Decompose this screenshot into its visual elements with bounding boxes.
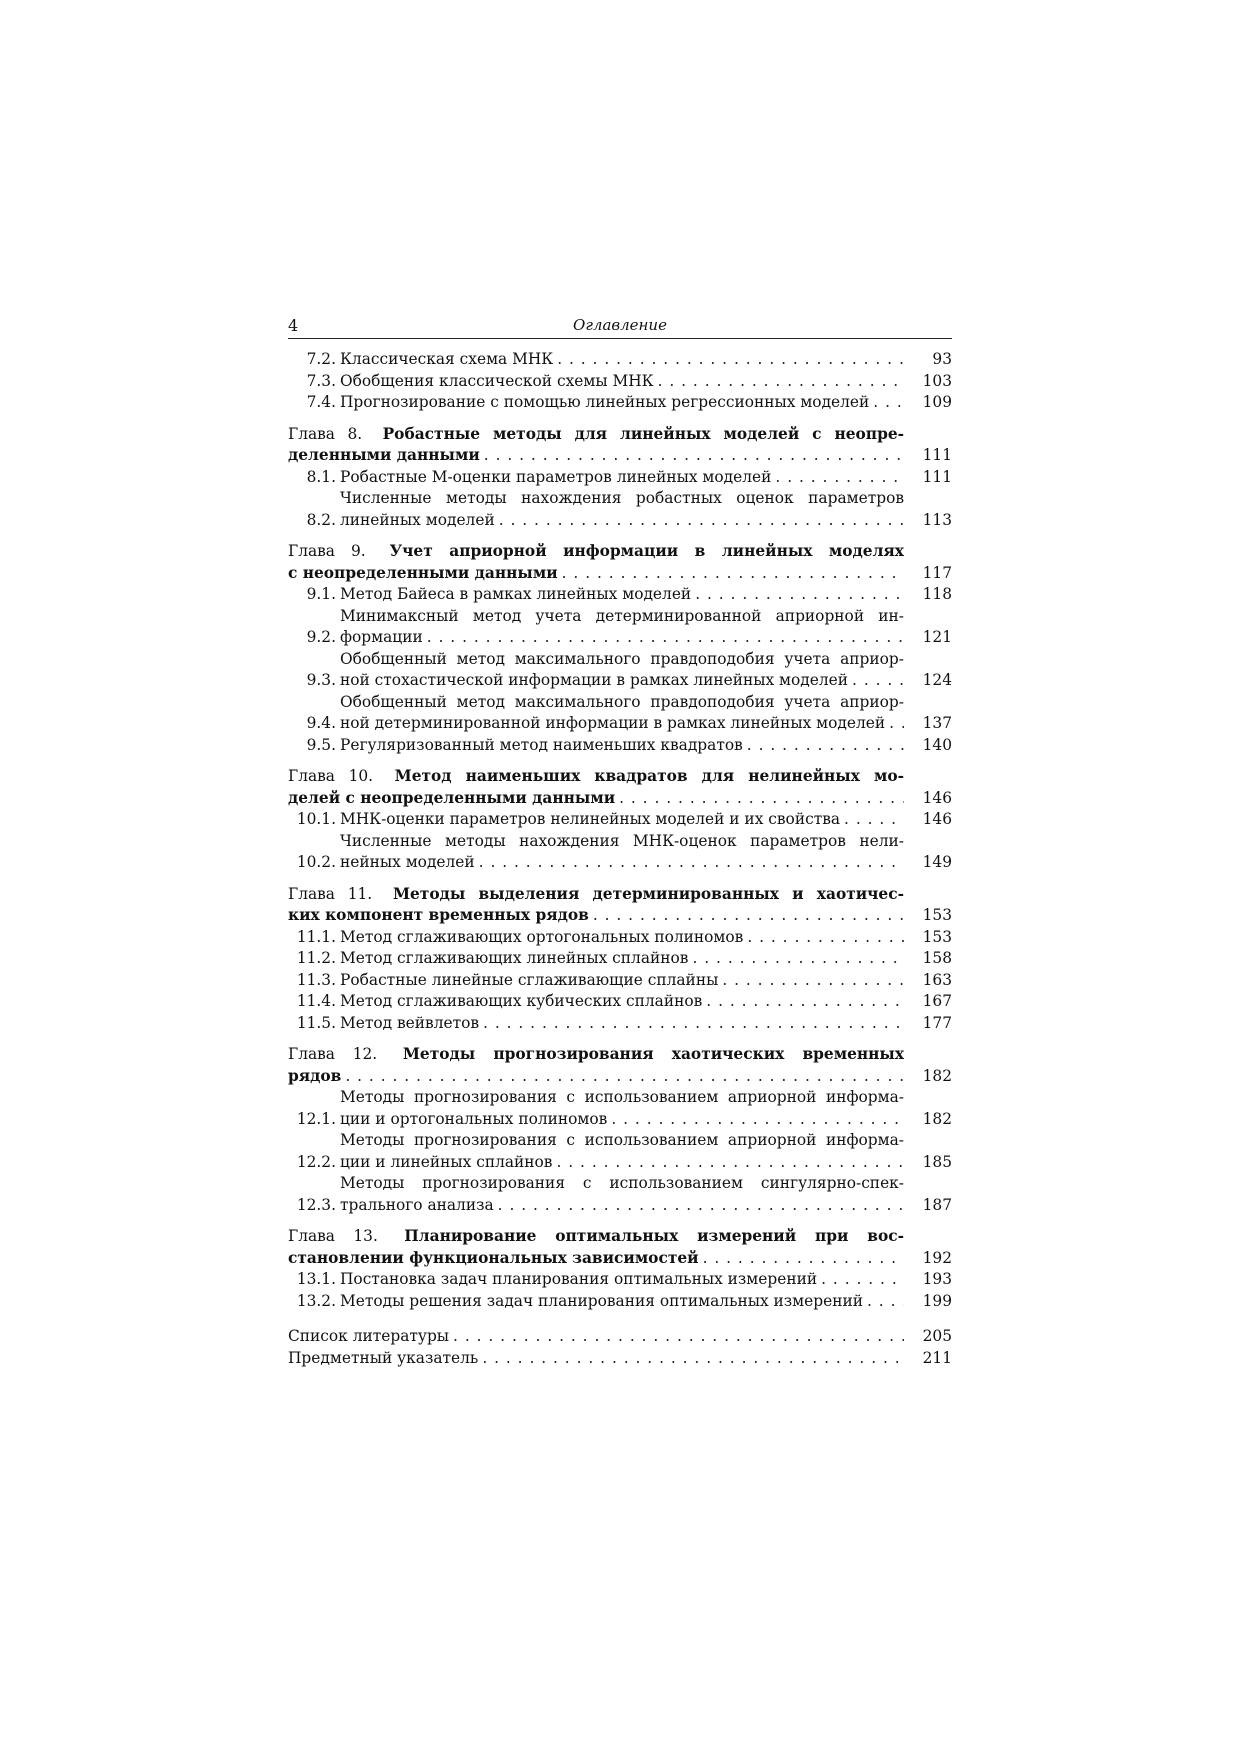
chapter-label: Глава 11. [288,884,373,903]
section-title-last-line [340,349,904,371]
section-title-last-line [340,991,904,1013]
section-title-last-line [340,467,904,489]
end-title-text: Список литературы [288,1327,450,1345]
section-title-text: линейных моделей [340,510,495,529]
section-title-text: Постановка задач планирования оптимальных измерений [340,1270,818,1288]
section-number: 12.2. [296,1152,336,1171]
dot-leader [480,445,904,467]
section-title-text: Робастные М-оценки параметров линейных моделей [340,467,772,486]
section-title-line: Методы прогнозирования с использованием сингулярно-спек- [340,1174,904,1192]
chapter-page-number: 117 [922,563,952,582]
section-number: 9.5. [306,735,336,754]
section-number: 7.2. [306,350,336,368]
section-title-last-line [340,1195,904,1217]
section-title-text: Метод сглаживающих ортогональных полиномов [340,927,744,946]
toc-section-entry[interactable] [288,392,952,414]
section-title-last-line [340,927,904,949]
section-title-last-line [340,1152,904,1174]
section-number: 9.1. [306,585,336,603]
dot-leader [423,627,904,649]
section-title-line: Обобщенный метод максимального правдоподобия учета априор- [340,692,904,711]
section-title-text: МНК-оценки параметров нелинейных моделей и их свойства [340,810,841,828]
chapter-title-text: Робастные методы для линейных моделей с неопре- [382,424,904,443]
section-number: 11.2. [296,949,336,967]
section-page-number: 121 [922,628,952,646]
dot-leader [654,371,904,393]
section-title [340,1087,904,1130]
chapter-title-line [288,424,904,446]
section-title-last-line [340,809,904,831]
end-title-line [288,1348,904,1370]
dot-leader [558,563,904,585]
section-page-number: 146 [922,810,952,828]
section-number: 8.2. [306,510,336,529]
toc-section-entry[interactable] [288,349,952,371]
chapter-title-text: становлении функциональных зависимостей [288,1248,699,1267]
section-page-number: 163 [922,970,952,989]
section-title [340,467,904,489]
toc-section-entry[interactable] [288,584,952,606]
toc-section-entry[interactable] [288,831,952,874]
section-number: 10.1. [296,810,336,828]
section-title-text: Метод сглаживающих кубических сплайнов [340,992,703,1010]
dot-leader [691,584,904,606]
section-title [340,488,904,531]
section-page-number: 137 [922,714,952,732]
section-page-number: 158 [922,949,952,967]
section-number: 11.4. [296,992,336,1010]
toc-chapter-entry[interactable] [288,424,952,467]
dot-leader [848,670,904,692]
chapter-title-line [288,766,904,788]
section-title [340,735,904,757]
chapter-label: Глава 8. [288,424,363,443]
chapter-title-last-line [288,1066,904,1088]
toc-end-entry[interactable] [288,1348,952,1370]
chapter-title-last-line [288,445,904,467]
toc-chapter-entry[interactable] [288,541,952,584]
section-title-text: Метод вейвлетов [340,1013,480,1032]
toc-section-entry[interactable] [288,809,952,831]
dot-leader [478,1348,904,1370]
toc-section-entry[interactable] [288,1130,952,1173]
chapter-title-last-line [288,788,904,810]
section-title [340,1291,904,1313]
toc-section-entry[interactable] [288,606,952,649]
toc-section-entry[interactable] [288,371,952,393]
section-title [340,1269,904,1291]
section-page-number: 111 [922,467,952,486]
section-title-last-line [340,948,904,970]
section-page-number: 193 [922,1270,952,1288]
section-number: 13.1. [296,1270,336,1288]
section-title-text: трального анализа [340,1195,494,1214]
section-title-last-line [340,392,904,414]
toc-section-entry[interactable] [288,991,952,1013]
chapter-title-text: ких компонент временных рядов [288,906,589,924]
dot-leader [771,467,904,489]
end-title-text: Предметный указатель [288,1348,479,1367]
toc-section-entry[interactable] [288,970,952,992]
table-of-contents [288,349,952,1369]
toc-section-entry[interactable] [288,1013,952,1035]
toc-chapter-entry[interactable] [288,1226,952,1269]
section-number: 9.4. [306,714,336,732]
section-title [340,1130,904,1173]
toc-chapter [288,1226,952,1312]
section-page-number: 167 [922,992,952,1010]
section-number: 7.4. [306,393,336,411]
section-number: 11.3. [296,970,336,989]
section-title-last-line [340,371,904,393]
toc-section-entry[interactable] [288,1291,952,1313]
toc-section-entry[interactable] [288,692,952,735]
section-title-text: Метод сглаживающих линейных сплайнов [340,949,689,967]
section-title [340,1173,904,1216]
chapter-title-last-line [288,905,904,927]
toc-section-entry[interactable] [288,1173,952,1216]
section-title-text: ции и линейных сплайнов [340,1152,553,1171]
end-title [288,1348,904,1370]
section-title [340,371,904,393]
chapter-title-last-line [288,563,904,585]
dot-leader [699,1248,904,1270]
toc-end-matter [288,1326,952,1369]
section-number: 12.1. [296,1109,336,1128]
end-page-number: 211 [922,1348,952,1367]
dot-leader [743,735,904,757]
dot-leader [840,809,904,831]
dot-leader [495,510,904,532]
section-number: 9.3. [306,671,336,689]
toc-section-entry[interactable] [288,467,952,489]
chapter-page-number: 192 [922,1248,952,1267]
chapter-heading [288,766,904,809]
dot-leader [341,1066,904,1088]
toc-chapter [288,1044,952,1216]
chapter-title-line [288,1044,904,1066]
section-title [340,584,904,606]
section-title-text: Методы решения задач планирования оптимальных измерений [340,1291,863,1310]
dot-leader [869,392,904,414]
section-page-number: 103 [922,371,952,390]
end-title [288,1326,904,1348]
toc-chapter [288,766,952,874]
section-title-text: Классическая схема МНК [340,350,554,368]
chapter-label: Глава 10. [288,767,374,785]
section-title [340,970,904,992]
chapter-title-text: Учет априорной информации в линейных моделях [389,542,904,560]
toc-end-entry[interactable] [288,1326,952,1348]
section-title [340,991,904,1013]
chapter-heading [288,884,904,927]
dot-leader [449,1326,904,1348]
dot-leader [817,1269,904,1291]
section-title-text: ной детерминированной информации в рамках линейных моделей [340,714,886,732]
chapter-title-text: рядов [288,1066,342,1085]
section-title-text: нейных моделей [340,853,475,871]
dot-leader [885,713,904,735]
section-title-text: Робастные линейные сглаживающие сплайны [340,970,719,989]
toc-page [288,316,952,1369]
chapter-title-line [288,541,904,563]
dot-leader [702,991,904,1013]
dot-leader [475,852,904,874]
section-number: 12.3. [296,1195,336,1214]
section-title-text: формации [340,628,423,646]
section-page-number: 177 [922,1013,952,1032]
dot-leader [494,1195,904,1217]
chapter-page-number: 111 [922,446,952,464]
section-number: 11.5. [296,1013,336,1032]
chapter-label: Глава 12. [288,1045,378,1063]
section-page-number: 118 [922,585,952,603]
running-header [288,316,952,339]
section-number: 9.2. [306,628,336,646]
section-title [340,692,904,735]
section-title-text: Метод Байеса в рамках линейных моделей [340,585,692,603]
section-title-line: Минимаксный метод учета детерминированной априорной ин- [340,606,904,625]
section-number: 11.1. [296,927,336,946]
dot-leader [743,927,904,949]
toc-chapter [288,884,952,1035]
chapter-title-text: Метод наименьших квадратов для нелинейных мо- [394,767,904,785]
toc-chapter-entry[interactable] [288,1044,952,1087]
section-title-last-line [340,852,904,874]
section-title-line: Методы прогнозирования с использованием априорной информа- [340,1131,904,1149]
section-page-number: 153 [922,927,952,946]
section-title-line: Методы прогнозирования с использованием априорной информа- [340,1088,904,1106]
section-page-number: 187 [922,1195,952,1214]
toc-section-entry[interactable] [288,1269,952,1291]
section-title-last-line [340,627,904,649]
dot-leader [607,1109,904,1131]
section-page-number: 199 [922,1291,952,1310]
section-title [340,649,904,692]
chapter-title-text: Методы выделения детерминированных и хаотичес- [392,884,904,903]
section-page-number: 149 [922,853,952,871]
section-title-line: Численные методы нахождения МНК-оценок параметров нели- [340,831,904,850]
toc-section-entry[interactable] [288,948,952,970]
section-title-last-line [340,1109,904,1131]
toc-section-entry[interactable] [288,927,952,949]
chapter-title-last-line [288,1248,904,1270]
toc-section-entry[interactable] [288,649,952,692]
section-title-text: Прогнозирование с помощью линейных регрессионных моделей [340,393,870,411]
section-number: 8.1. [306,467,336,486]
section-page-number: 113 [922,510,952,529]
section-number: 10.2. [296,853,336,871]
dot-leader [552,1152,904,1174]
dot-leader [718,970,904,992]
section-page-number: 124 [922,671,952,689]
chapter-heading [288,1044,904,1087]
section-title [340,948,904,970]
end-page-number: 205 [922,1327,952,1345]
section-page-number: 93 [932,350,952,368]
page-number: 4 [288,316,299,335]
section-title [340,392,904,414]
chapter-title-text: с неопределенными данными [288,563,558,582]
toc-chapter-entry[interactable] [288,766,952,809]
section-title-last-line [340,1291,904,1313]
section-title [340,1013,904,1035]
toc-chapter [288,541,952,756]
section-title-last-line [340,970,904,992]
section-page-number: 185 [922,1152,952,1171]
chapter-title-text: деленными данными [288,446,480,464]
section-title [340,349,904,371]
toc-section-entry[interactable] [288,735,952,757]
section-title-text: Регуляризованный метод наименьших квадратов [340,735,743,754]
chapter-page-number: 146 [922,788,952,807]
chapter-heading [288,424,904,467]
section-page-number: 182 [922,1109,952,1128]
dot-leader [479,1013,904,1035]
chapter-heading [288,541,904,584]
toc-chapter [288,424,952,532]
chapter-label: Глава 13. [288,1227,378,1245]
section-title [340,606,904,649]
chapter-title-text: делей с неопределенными данными [288,788,616,807]
section-title-last-line [340,713,904,735]
running-title: Оглавление [573,316,667,334]
section-number: 13.2. [296,1291,336,1310]
section-title-last-line [340,670,904,692]
section-title-last-line [340,510,904,532]
dot-leader [553,349,904,371]
section-title-last-line [340,1013,904,1035]
dot-leader [615,788,904,810]
chapter-page-number: 182 [922,1066,952,1085]
toc-section-entry[interactable] [288,488,952,531]
dot-leader [863,1291,904,1313]
section-title-line: Численные методы нахождения робастных оценок параметров [340,489,904,507]
section-title-last-line [340,735,904,757]
section-title-text: ной стохастической информации в рамках линейных моделей [340,671,849,689]
toc-chapter-entry[interactable] [288,884,952,927]
section-page-number: 109 [922,393,952,411]
chapter-label: Глава 9. [288,542,366,560]
section-title-last-line [340,1269,904,1291]
section-page-number: 140 [922,735,952,754]
dot-leader [589,905,904,927]
section-title [340,809,904,831]
chapter-heading [288,1226,904,1269]
section-title-line: Обобщенный метод максимального правдоподобия учета априор- [340,649,904,668]
dot-leader [688,948,904,970]
toc-section-entry[interactable] [288,1087,952,1130]
chapter-title-line [288,884,904,906]
section-title-text: ции и ортогональных полиномов [340,1109,608,1128]
section-title [340,831,904,874]
chapter-title-text: Планирование оптимальных измерений при вос- [404,1227,904,1245]
section-title-text: Обобщения классической схемы МНК [340,371,654,390]
chapter-title-text: Методы прогнозирования хаотических временных [402,1045,904,1063]
chapter-page-number: 153 [922,906,952,924]
section-title-last-line [340,584,904,606]
chapter-title-line [288,1226,904,1248]
section-number: 7.3. [306,371,336,390]
section-title [340,927,904,949]
end-title-line [288,1326,904,1348]
